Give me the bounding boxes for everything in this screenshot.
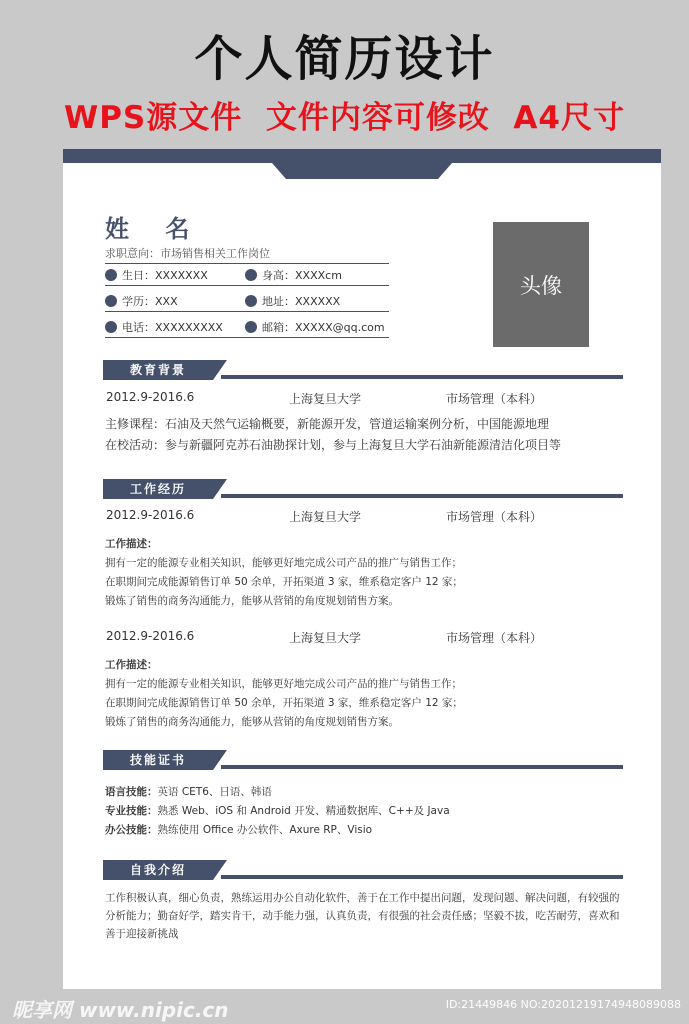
phone-info: [105, 319, 223, 335]
work-entry-row: [106, 629, 606, 645]
photo-placeholder: 头像: [493, 222, 589, 347]
skills-heading-label: 技能证书: [103, 750, 213, 770]
work-desc-line: 锻炼了销售的商务沟通能力，能够从营销的角度规划销售方案。: [105, 716, 399, 728]
birth-text: 生日：XXXXXXX: [122, 269, 208, 282]
info-row-1: [105, 265, 389, 286]
address-info: [245, 293, 340, 309]
phone-text: 电话：XXXXXXXXX: [122, 321, 223, 334]
education-row: [106, 390, 606, 406]
graduation-cap-icon: [105, 295, 117, 307]
education-heading-label: 教育背景: [103, 360, 213, 380]
banner-title: 个人简历设计: [194, 31, 495, 87]
skill-label: 语言技能：: [105, 786, 158, 798]
self-intro-heading: [103, 860, 623, 880]
mail-icon: [245, 321, 257, 333]
work-desc-line: 在职期间完成能源销售订单 50 余单，开拓渠道 3 家，维系稳定客户 12 家；: [105, 576, 463, 588]
education-courses: 主修课程：石油及天然气运输概要，新能源开发，管道运输案例分析，中国能源地理: [105, 417, 550, 431]
work-company: 上海复旦大学: [289, 510, 362, 524]
skill-value: 熟练使用 Office 办公软件、Axure RP、Visio: [157, 824, 373, 836]
education-heading: [103, 360, 623, 380]
birth-info: [105, 267, 208, 283]
watermark-logo: 昵享网 www.nipic.cn: [12, 998, 229, 1022]
info-row-3: [105, 317, 389, 338]
self-intro-heading-label: 自我介绍: [103, 860, 213, 880]
work-entry-row: [106, 508, 606, 524]
education-period: 2012.9-2016.6: [106, 390, 195, 404]
top-tab-decoration: [272, 163, 452, 179]
work-desc-label: [105, 536, 158, 551]
watermark-id: ID:21449846 NO:20201219174948089088: [445, 998, 681, 1011]
skill-item: [105, 822, 372, 837]
candidate-name: 姓 名: [105, 215, 204, 243]
work-period: 2012.9-2016.6: [106, 508, 195, 522]
work-period: 2012.9-2016.6: [106, 629, 195, 643]
work-heading-label: 工作经历: [103, 479, 213, 499]
resume-page: [63, 149, 661, 989]
skill-item: [105, 784, 272, 799]
height-info: [245, 267, 342, 283]
location-pin-icon: [245, 295, 257, 307]
top-bar: [63, 149, 661, 163]
degree-text: 学历：XXX: [122, 295, 178, 308]
info-row-2: [105, 291, 389, 312]
address-text: 地址：XXXXXX: [262, 295, 341, 308]
banner-subtitle: WPS源文件 文件内容可修改 A4尺寸: [64, 100, 625, 136]
education-activities: 在校活动：参与新疆阿克苏石油勘探计划，参与上海复旦大学石油新能源清洁化项目等: [105, 438, 562, 452]
skills-heading-line: [221, 765, 623, 769]
work-desc-line: 锻炼了销售的商务沟通能力，能够从营销的角度规划销售方案。: [105, 595, 399, 607]
education-heading-line: [221, 375, 623, 379]
work-desc-label-text: 工作描述：: [105, 659, 158, 671]
work-heading: [103, 479, 623, 499]
education-major: 市场管理（本科）: [446, 392, 543, 406]
height-text: 身高：XXXXcm: [262, 269, 342, 282]
self-intro-heading-line: [221, 875, 623, 879]
work-desc-label: [105, 657, 158, 672]
skill-value: 英语 CET6、日语、韩语: [157, 786, 272, 798]
degree-info: [105, 293, 178, 309]
phone-icon: [105, 321, 117, 333]
skills-heading: [103, 750, 623, 770]
skill-value: 熟悉 Web、iOS 和 Android 开发、精通数据库、C++及 Java: [157, 805, 450, 817]
skill-label: 专业技能：: [105, 805, 158, 817]
work-role: 市场管理（本科）: [446, 631, 543, 645]
work-role: 市场管理（本科）: [446, 510, 543, 524]
work-desc-line: 拥有一定的能源专业相关知识，能够更好地完成公司产品的推广与销售工作；: [105, 678, 462, 690]
job-intent: 求职意向：市场销售相关工作岗位: [105, 245, 389, 264]
person-icon: [245, 269, 257, 281]
work-company: 上海复旦大学: [289, 631, 362, 645]
work-heading-line: [221, 494, 623, 498]
email-text: 邮箱：XXXXX@qq.com: [262, 321, 385, 334]
work-desc-line: 在职期间完成能源销售订单 50 余单，开拓渠道 3 家，维系稳定客户 12 家；: [105, 697, 463, 709]
email-info: [245, 319, 385, 335]
user-icon: [105, 269, 117, 281]
self-intro-text: 工作积极认真，细心负责，熟练运用办公自动化软件，善于在工作中提出问题，发现问题、解决问题，有较强的分析能力；勤奋好学，踏实肯干，动手能力强，认真负责，有很强的社会责任感；坚毅不拔，吃苦耐劳，喜欢和善于迎接新挑战: [105, 892, 620, 940]
work-desc-line: 拥有一定的能源专业相关知识，能够更好地完成公司产品的推广与销售工作；: [105, 557, 462, 569]
skill-item: [105, 803, 450, 818]
skill-label: 办公技能：: [105, 824, 158, 836]
education-school: 上海复旦大学: [289, 392, 362, 406]
work-desc-label-text: 工作描述：: [105, 538, 158, 550]
